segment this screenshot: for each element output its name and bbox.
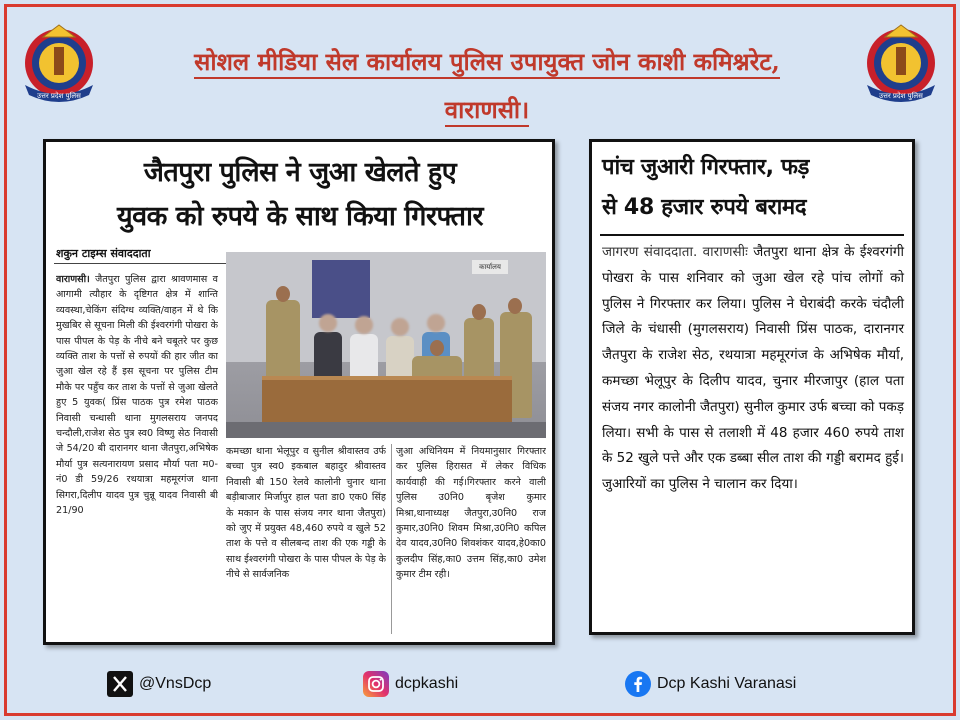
office-sign: कार्यालय bbox=[472, 260, 508, 274]
news-clipping-right bbox=[589, 139, 915, 635]
right-byline: जागरण संवाददाता. वाराणसीः bbox=[602, 244, 748, 260]
right-body bbox=[602, 240, 904, 498]
facebook-social-link[interactable] bbox=[625, 669, 796, 699]
header-title bbox=[103, 45, 871, 78]
x-handle: @VnsDcp bbox=[139, 675, 212, 692]
page-frame bbox=[4, 4, 956, 716]
up-police-emblem-icon bbox=[17, 19, 101, 105]
right-headline-line1: पांच जुआरी गिरफ्तार, फड़ bbox=[602, 155, 810, 180]
left-column-1-text: जैतपुरा पुलिस द्वारा श्रावणमास व आगामी त्यौहार के दृष्टिगत क्षेत्र में शान्ति व्यवस्था,चेकिंग संदिग्ध व्यक्ति/वाहन में थे कि मुखबिर से सूचना मिली की ईश्वरगंगी पोखरा के पास पीपल के पेड़ के नीचे बने चबूतरे पर कुछ व्यक्ति ताश के पत्तों से रुपयों की हार जीत का जुआ खेल रहे हैं इस सूचना पर पुलिस टीम मौके पर पहुँच कर ताश के पत्तों से जुआ खेलते हुए 5 युवक( प्रिंस पाठक पुत्र रमेश पाठक निवासी चन्धासी थाना मुगलसराय जनपद चन्दौली,राजेश सेठ पुत्र स्व0 विष्णु सेठ निवासी जे 54/20 बी दारानगर थाना जैतपुरा,अभिषेक मौर्या पुत्र सत्यनारायण प्रसाद मौर्या पता म0-नं0 डी 59/26 रथयात्रा महमूरगंज थाना सिगरा,दिलीप यादव पुत्र चुन्नू यादव निवासी बी 21/90 bbox=[56, 274, 218, 517]
left-headline-line2: युवक को रुपये के साथ किया गिरफ्तार bbox=[116, 201, 483, 232]
left-column-2: कमच्छा थाना भेलूपुर व सुनील श्रीवास्तव उर्फ बच्चा पुत्र स्व0 इकबाल बहादुर श्रीवास्तव निवासी बी 150 रेलवे कालोनी चुनार थाना बड़ीबाजार मिर्जापुर हाल पता डा0 एक0 सिंह के मकान के पास संजय नगर थाना जैतपुरा) को जुए में प्रयुक्त 48,460 रुपये व खुले 52 ताश के पत्ते व सीलबन्द ताश की एक गड्डी के साथ ईश्वरगंगी पोखरा के पास पीपल के पेड़ के नीचे से सार्वजनिक bbox=[226, 446, 386, 581]
facebook-handle: Dcp Kashi Varanasi bbox=[657, 675, 797, 692]
arrest-photo bbox=[226, 252, 546, 438]
right-divider bbox=[600, 234, 904, 236]
svg-text:उत्तर प्रदेश पुलिस: उत्तर प्रदेश पुलिस bbox=[37, 92, 81, 100]
left-column-1 bbox=[56, 272, 218, 636]
header-title-city bbox=[103, 93, 871, 126]
right-headline-line2: से 48 हजार रुपये बरामद bbox=[602, 195, 807, 220]
instagram-logo-icon bbox=[363, 671, 389, 697]
x-social-link[interactable] bbox=[107, 669, 211, 699]
up-police-emblem-icon bbox=[859, 19, 943, 105]
left-headline-line1: जैतपुरा पुलिस ने जुआ खेलते हुए bbox=[143, 157, 457, 188]
x-logo-icon bbox=[107, 671, 133, 697]
right-body-text: जैतपुरा थाना क्षेत्र के ईश्वरगंगी पोखरा के पास शनिवार को जुआ खेल रहे पांच लोगों को पुलिस ने गिरफ्तार कर लिया। पुलिस ने घेराबंदी करके चंदौली जिले के चंधासी (मुगलसराय) निवासी प्रिंस पाठक, दारानगर जैतपुरा के राजेश सेठ, रथयात्रा महमूरगंज के अभिषेक मौर्या, कमच्छा भेलूपुर के दिलीप यादव, चुनार मीरजापुर (हाल पता संजय नगर कालोनी जैतपुरा) सुनील कुमार उर्फ बच्चा को पकड़ लिया। सभी के पास से तलाशी में 48 हजार 460 रुपये ताश के 52 खुले पत्ते और एक डब्बा सील ताश की गड्डी बरामद हुई। जुआरियों का पुलिस ने चालान कर दिया। bbox=[602, 244, 904, 493]
facebook-logo-icon bbox=[625, 671, 651, 697]
svg-text:उत्तर प्रदेश पुलिस: उत्तर प्रदेश पुलिस bbox=[879, 92, 923, 100]
instagram-handle: dcpkashi bbox=[395, 675, 459, 692]
instagram-social-link[interactable] bbox=[363, 669, 458, 699]
dateline: वाराणसी। bbox=[56, 274, 90, 285]
header-title-line1: सोशल मीडिया सेल कार्यालय पुलिस उपायुक्त जोन काशी कमिश्नरेट, bbox=[194, 47, 780, 79]
news-clipping-left bbox=[43, 139, 555, 645]
header-title-line2: वाराणसी। bbox=[445, 95, 529, 127]
table bbox=[262, 376, 512, 428]
left-byline: शकुन टाइम्स संवाददाता bbox=[56, 247, 151, 260]
left-column-3: जुआ अधिनियम में नियमानुसार गिरफ्तार कर पुलिस हिरासत में लेकर विधिक कार्यवाही की गई।गिरफ्तार करने वाली पुलिस उ0नि0 बृजेश कुमार मिश्रा,थानाध्यक्ष जैतपुरा,उ0नि0 राज कुमार,उ0नि0 शिवम मिश्रा,उ0नि0 कपिल देव यादव,उ0नि0 शिवशंकर यादव,हे0का0 कुलदीप सिंह,का0 उत्तम सिंह,का0 उमेश कुमार टीम रही। bbox=[396, 446, 546, 581]
